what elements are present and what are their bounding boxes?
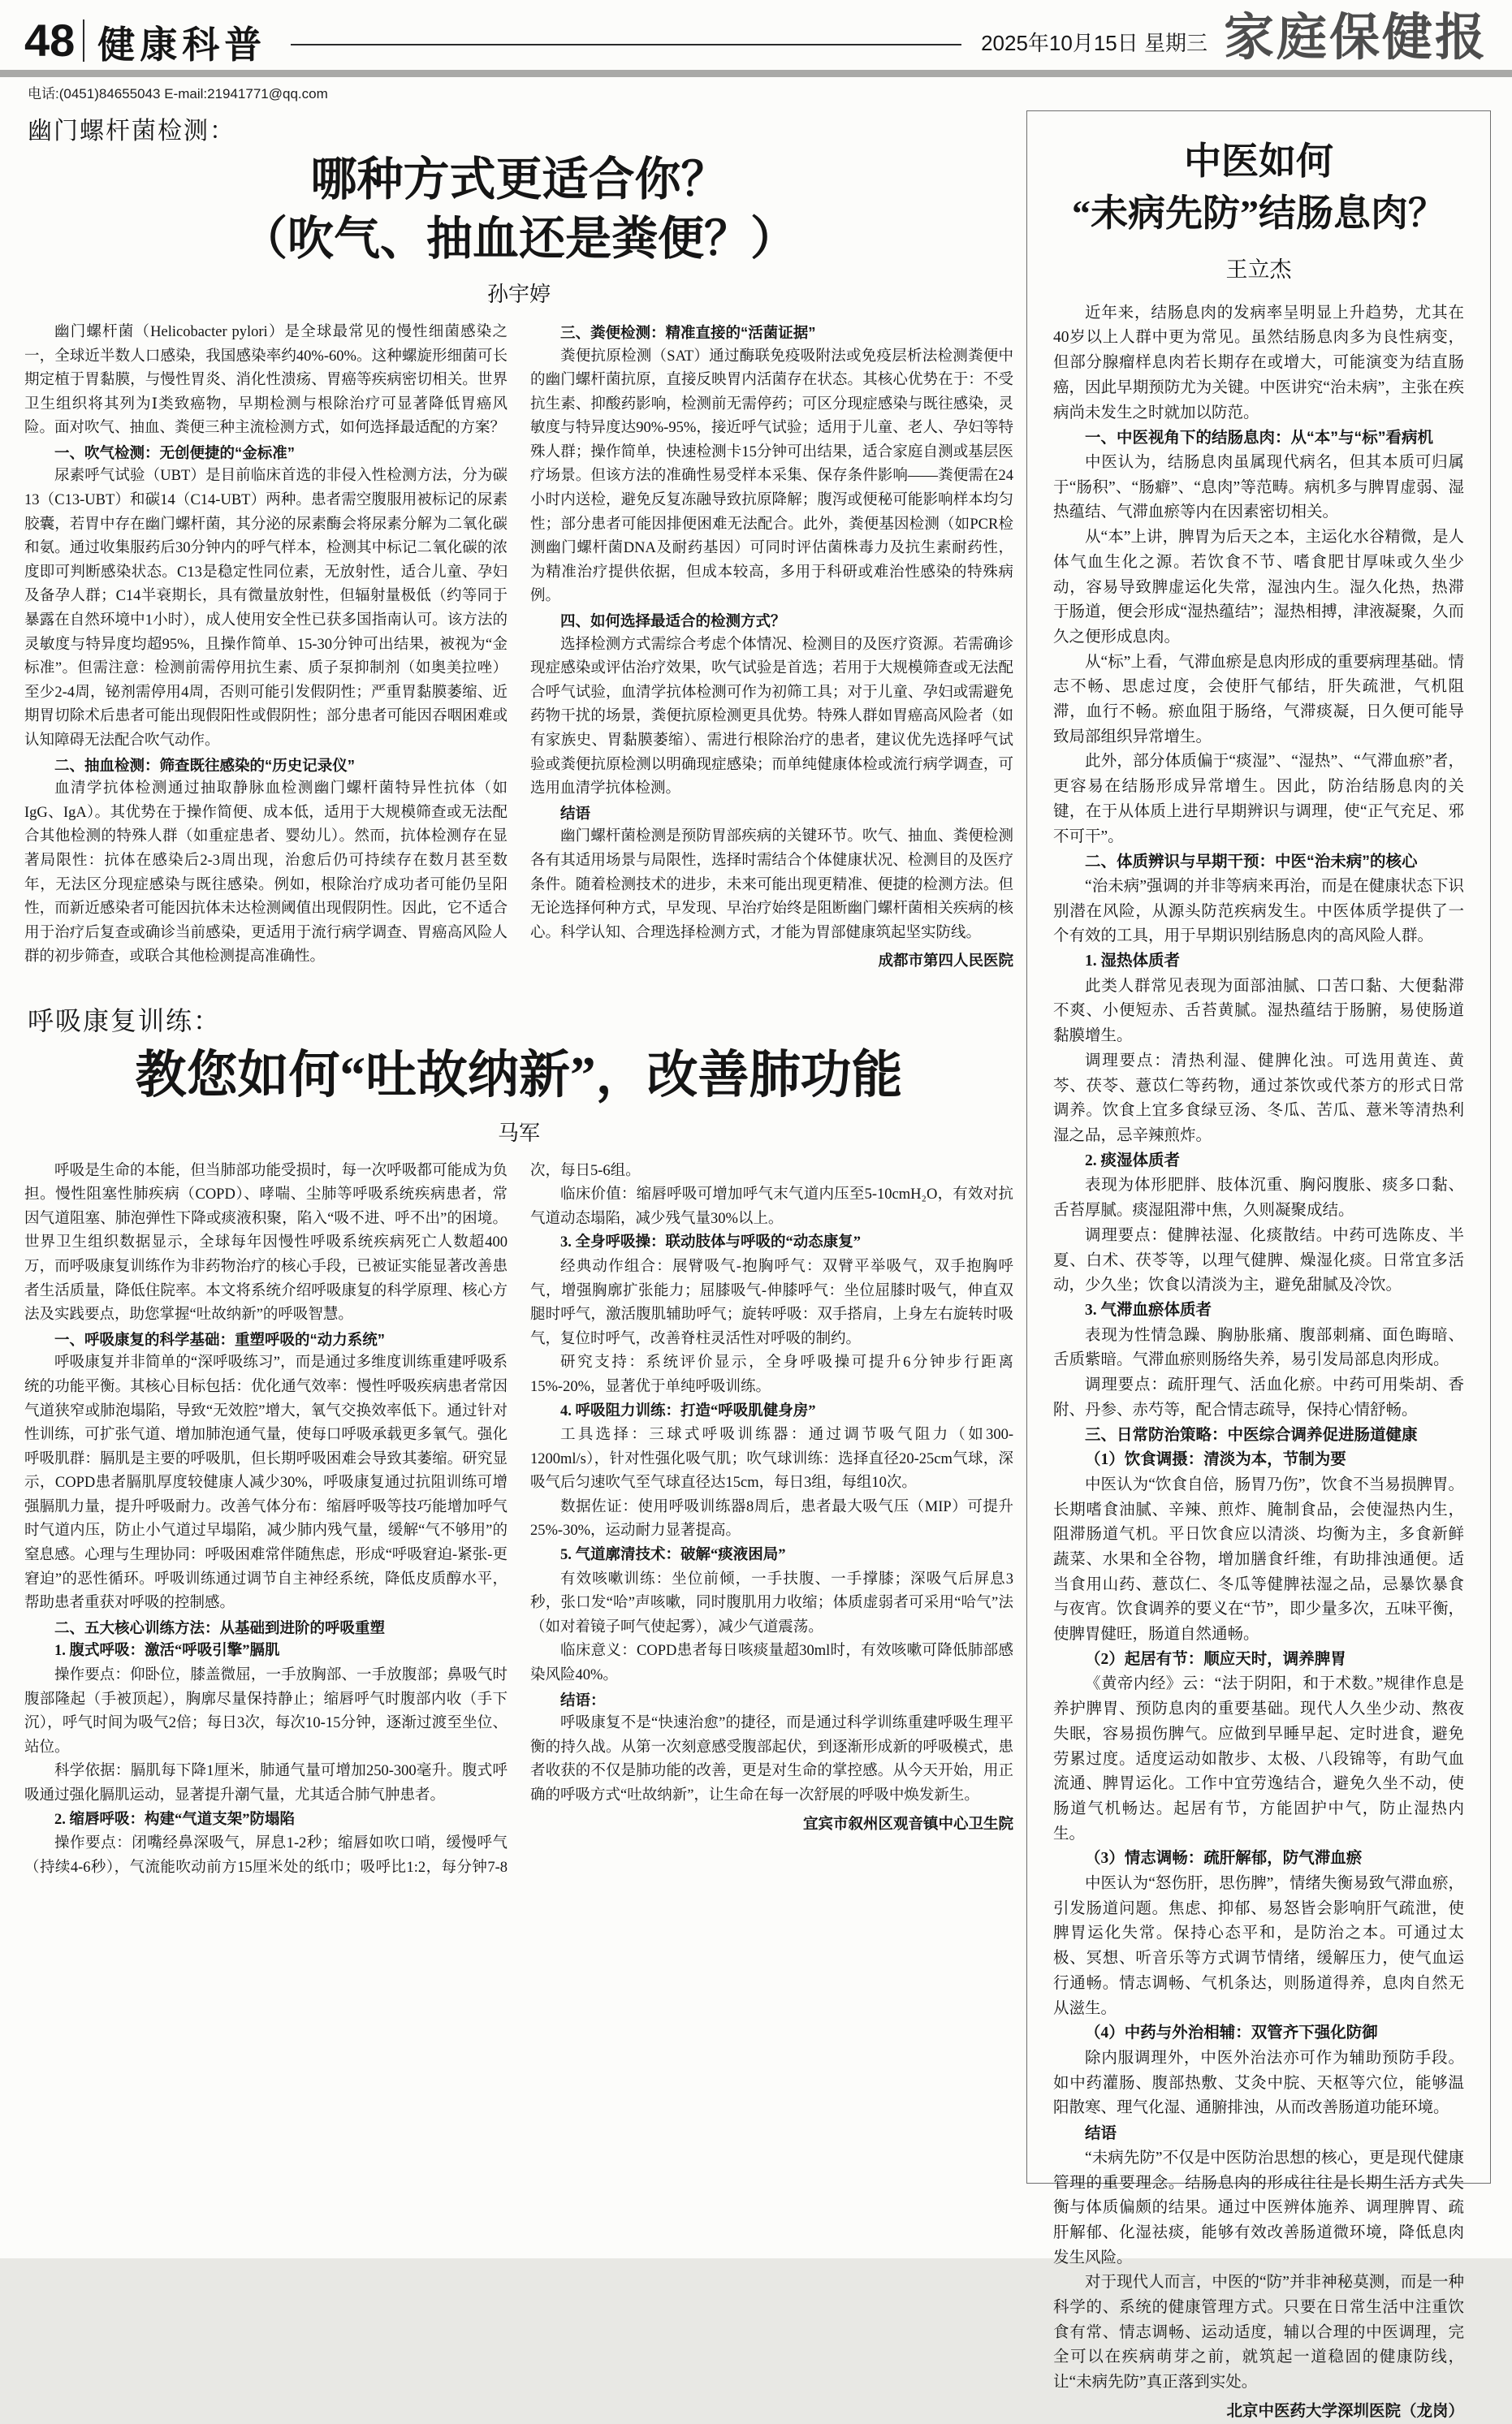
section-heading: 一、呼吸康复的科学基础：重塑呼吸的“动力系统” <box>54 1330 386 1348</box>
body-paragraph: 选择检测方式需综合考虑个体情况、检测目的及医疗资源。若需确诊现症感染或评估治疗效果，吹气试验是首选；若用于大规模筛查或无法配合呼气试验，血清学抗体检测可作为初筛工具；对于儿童、孕妇或需避免药物干扰的场景，粪便抗原检测更具优势。特殊人群如胃癌高风险者（如有家族史、胃黏膜萎缩）、需进行根除治疗的患者，建议优先选择呼气试验或粪便抗原检测以明确现症感染；而单纯健康体检或流行病学调查，可选用血清学抗体检测。 <box>530 636 1013 797</box>
article2-author: 王立杰 <box>1225 257 1292 282</box>
article1-title-line2: （吹气、抽血还是粪便？） <box>241 213 797 265</box>
sub-heading: 2. 痰湿体质者 <box>1085 1152 1181 1169</box>
body-paragraph: 中医认为“饮食自倍，肠胃乃伤”，饮食不当易损脾胃。长期嗜食油腻、辛辣、煎炸、腌制食品，会使湿热内生，阻滞肠道气机。平日饮食应以清淡、均衡为主，多食新鲜蔬菜、水果和全谷物，增加膳食纤维，有助排浊通便。适当食用山药、薏苡仁、冬瓜等健脾祛湿之品，忌暴饮暴食与夜宵。饮食调养的要义在“节”，即少量多次，五味平衡，使脾胃健旺，肠道自然通畅。 <box>1053 1476 1464 1644</box>
body-paragraph: 中医认为“怒伤肝，思伤脾”，情绪失衡易致气滞血瘀，引发肠道问题。焦虑、抑郁、易怒皆会影响肝气疏泄，使脾胃运化失常。保持心态平和，是防治之本。可通过太极、冥想、听音乐等方式调节情绪，缓解压力，使气血运行通畅。情志调畅、气机条达，则肠道得养，息肉自然无从滋生。 <box>1053 1875 1464 2017</box>
body-paragraph: 有效咳嗽训练：坐位前倾，一手扶腹、一手撑膝；深吸气后屏息3秒，张口发“哈”声咳嗽，同时腹肌用力收缩；体质虚弱者可采用“哈气”法（如对着镜子呵气使起雾），减少气道震荡。 <box>530 1571 1013 1635</box>
sub-heading: 4. 呼吸阻力训练：打造“呼吸肌健身房” <box>560 1402 816 1419</box>
newspaper-masthead: 家庭保健报 <box>1223 11 1488 66</box>
article2-title-line2: “未病先防”结肠息肉？ <box>1072 192 1445 235</box>
sub-heading: （3）情志调畅：疏肝解郁，防气滞血瘀 <box>1085 1850 1363 1868</box>
article-tcm-polyps <box>1026 110 1491 2420</box>
article3-author: 马军 <box>497 1121 540 1145</box>
article1-author: 孙宇婷 <box>486 282 551 306</box>
section-heading: 四、如何选择最适合的检测方式？ <box>560 612 786 630</box>
body-paragraph: 表现为体形肥胖、肢体沉重、胸闷腹胀、痰多口黏、舌苔厚腻。痰湿阻滞中焦，久则凝聚成结。 <box>1053 1177 1464 1220</box>
article3-body <box>24 1160 1013 1881</box>
contact-info: 电话:(0451)84655043 E-mail:21941771@qq.com <box>28 86 328 102</box>
sub-heading: （4）中药与外治相辅：双管齐下强化防御 <box>1085 2024 1378 2042</box>
sub-heading: 1. 湿热体质者 <box>1085 953 1181 970</box>
article2-title-line1: 中医如何 <box>1184 140 1333 182</box>
body-paragraph: 调理要点：清热利湿、健脾化浊。可选用黄连、黄芩、茯苓、薏苡仁等药物，通过茶饮或代茶方的形式日常调养。饮食上宜多食绿豆汤、冬瓜、苦瓜、薏米等清热利湿之品，忌辛辣煎炸。 <box>1053 1052 1464 1144</box>
section-heading: 三、粪便检测：精准直接的“活菌证据” <box>560 323 816 341</box>
body-paragraph: 临床价值：缩唇呼吸可增加呼气末气道内压至5-10cmH₂O，有效对抗气道动态塌陷，减少残气量30%以上。 <box>530 1186 1013 1227</box>
article1-title <box>24 151 1013 270</box>
page-content <box>0 104 1512 2420</box>
article1-body <box>24 321 1013 973</box>
body-paragraph: 呼吸是生命的本能，但当肺部功能受损时，每一次呼吸都可能成为负担。慢性阻塞性肺疾病（COPD）、哮喘、尘肺等呼吸系统疾病患者，常因气道阻塞、肺泡弹性下降或痰液积聚，陷入“吸不进、呼不出”的困境。世界卫生组织数据显示，全球每年因慢性呼吸系统疾病死亡人数超400万，而呼吸康复训练作为非药物治疗的核心手段，已被证实能显著改善患者生活质量，降低住院率。本文将系统介绍呼吸康复的科学原理、核心方法及实践要点，助您掌握“吐故纳新”的呼吸智慧。 <box>24 1162 508 1324</box>
body-paragraph: “未病先防”不仅是中医防治思想的核心，更是现代健康管理的重要理念。结肠息肉的形成往往是长期生活方式失衡与体质偏颇的结果。通过中医辨体施养、调理脾胃、疏肝解郁、化湿祛痰，能够有效改善肠道微环境，降低息肉发生风险。 <box>1053 2149 1464 2266</box>
body-paragraph: 尿素呼气试验（UBT）是目前临床首选的非侵入性检测方法，分为碳13（C13-UBT）和碳14（C14-UBT）两种。患者需空腹服用被标记的尿素胶囊，若胃中存在幽门螺杆菌，其分泌的尿素酶会将尿素分解为二氧化碳和氨。通过收集服药后30分钟内的呼气样本，检测其中标记二氧化碳的浓度即可判断感染状态。C13是稳定性同位素，无放射性，适合儿童、孕妇及备孕人群；C14半衰期长，具有微量放射性，但辐射量极低（约等同于暴露在自然环境中1小时），成人使用安全性已获多国指南认可。该方法的灵敏度与特异度均超95%，且操作简单、15-30分钟可出结果，被视为“金标准”。但需注意：检测前需停用抗生素、质子泵抑制剂（如奥美拉唑）至少2-4周，铋剂需停用4周，否则可能引发假阴性；严重胃黏膜萎缩、近期胃切除术后患者可能出现假阳性或假阴性；部分患者可能因吞咽困难或认知障碍无法配合吹气动作。 <box>24 468 508 749</box>
body-paragraph: 近年来，结肠息肉的发病率呈明显上升趋势，尤其在40岁以上人群中更为常见。虽然结肠息肉多为良性病变，但部分腺瘤样息肉若长期存在或增大，可能演变为结直肠癌，因此早期预防尤为关键。中医讲究“治未病”，主张在疾病尚未发生之时就加以防范。 <box>1053 304 1464 421</box>
body-paragraph: 调理要点：健脾祛湿、化痰散结。中药可选陈皮、半夏、白术、茯苓等，以理气健脾、燥湿化痰。日常宜多活动，少久坐；饮食以清淡为主，避免甜腻及冷饮。 <box>1053 1226 1464 1294</box>
body-paragraph: 对于现代人而言，中医的“防”并非神秘莫测，而是一种科学的、系统的健康管理方式。只要在日常生活中注重饮食有常、情志调畅、运动适度，辅以合理的中医调理，完全可以在疾病萌芽之前，就筑起一道稳固的健康防线，让“未病先防”真正落到实处。 <box>1053 2274 1464 2392</box>
section-heading: 二、抽血检测：筛查既往感染的“历史记录仪” <box>54 756 356 774</box>
body-paragraph: 操作要点：仰卧位，膝盖微屈，一手放胸部、一手放腹部；鼻吸气时腹部隆起（手被顶起），胸廓尽量保持静止；缩唇呼气时腹部内收（手下沉），呼气时间为吸气2倍；每日3次，每次10-15分钟，逐渐过渡至坐位、站位。 <box>24 1667 508 1756</box>
body-paragraph: 操作要点：闭嘴经鼻深吸气，屏息1-2秒；缩唇如吹口哨，缓慢呼气（持续4-6秒），气流能吹动前方15厘米处的纸巾；吸呼比1:2，每分钟7-8次，每日5-6组。 <box>24 1162 641 1876</box>
page-number: 48 <box>24 15 76 66</box>
section-heading: 结语 <box>560 804 591 822</box>
body-paragraph: 表现为性情急躁、胸胁胀痛、腹部刺痛、面色晦暗、舌质紫暗。气滞血瘀则肠络失养，易引发局部息肉形成。 <box>1053 1326 1464 1369</box>
article1-title-line1: 哪种方式更适合你？ <box>310 154 728 205</box>
section-heading: 一、中医视角下的结肠息肉：从“本”与“标”看病机 <box>1085 429 1434 447</box>
sub-heading: 3. 全身呼吸操：联动肢体与呼吸的“动态康复” <box>560 1234 862 1251</box>
body-paragraph: 中医认为，结肠息肉虽属现代病名，但其本质可归属于“肠积”、“肠癖”、“息肉”等范畴。病机多与脾胃虚弱、湿热蕴结、气滞血瘀等内在因素密切相关。 <box>1053 454 1464 521</box>
sub-heading: 3. 气滞血瘀体质者 <box>1085 1301 1212 1319</box>
body-paragraph: 呼吸康复不是“快速治愈”的捷径，而是通过科学训练重建呼吸生理平衡的持久战。从第一次刻意感受腹部起伏，到逐渐形成新的呼吸模式，患者收获的不仅是肺功能的改善，更是对生命的掌控感。从今天开始，用正确的呼吸方式“吐故纳新”，让生命在每一次舒展的呼吸中焕发新生。 <box>530 1715 1013 1804</box>
author-signature: 宜宾市叙州区观音镇中心卫生院 <box>802 1814 1013 1832</box>
body-paragraph: 幽门螺杆菌检测是预防胃部疾病的关键环节。吹气、抽血、粪便检测各有其适用场景与局限性，选择时需结合个体健康状况、检测目的及医疗条件。随着检测技术的进步，未来可能出现更精准、便捷的检测方法。但无论选择何种方式，早发现、早治疗始终是阻断幽门螺杆菌相关疾病的核心。科学认知、合理选择检测方式，才能为胃部健康筑起坚实防线。 <box>530 828 1013 941</box>
page-header <box>0 0 1512 104</box>
body-paragraph: 从“本”上讲，脾胃为后天之本，主运化水谷精微，是人体气血生化之源。若饮食不节、嗜食肥甘厚味或久坐少动，容易导致脾虚运化失常，湿浊内生。湿久化热，热滞于肠道，便会形成“湿热蕴结”；湿热相搏，津液凝聚，久而久之便形成息肉。 <box>1053 529 1464 646</box>
author-signature: 北京中医药大学深圳医院（龙岗） <box>1226 2401 1464 2420</box>
body-paragraph: 经典动作组合：展臂吸气-抱胸呼气：双臂平举吸气，双手抱胸呼气，增强胸廓扩张能力；屈膝吸气-伸膝呼气：坐位屈膝时吸气，伸直双腿时呼气，激活腹肌辅助呼气；旋转呼吸：双手搭肩，上身左右旋转时吸气，复位时呼气，改善脊柱灵活性对呼吸的制约。 <box>530 1258 1013 1347</box>
body-paragraph: 除内服调理外，中医外治法亦可作为辅助预防手段。如中药灌肠、腹部热敷、艾灸中脘、天枢等穴位，能够温阳散寒、理气化湿、通腑排浊，从而改善肠道功能环境。 <box>1053 2050 1464 2117</box>
main-column <box>24 110 1013 2184</box>
author-signature: 成都市第四人民医院 <box>878 952 1013 970</box>
body-paragraph: “治未病”强调的并非等病来再治，而是在健康状态下识别潜在风险，从源头防范疾病发生。中医体质学提供了一个有效的工具，用于早期识别结肠息肉的高风险人群。 <box>1053 877 1464 945</box>
body-paragraph: 从“标”上看，气滞血瘀是息肉形成的重要病理基础。情志不畅、思虑过度，会使肝气郁结，肝失疏泄，气机阻滞，血行不畅。瘀血阻于肠络，气滞痰凝，日久便可能导致局部组织异常增生。 <box>1053 653 1464 745</box>
sub-heading: 2. 缩唇呼吸：构建“气道支架”防塌陷 <box>54 1811 296 1828</box>
header-bar <box>0 70 1512 77</box>
article3-title: 教您如何“吐故纳新”，改善肺功能 <box>135 1046 903 1104</box>
body-paragraph: 临床意义：COPD患者每日咳痰量超30ml时，有效咳嗽可降低肺部感染风险40%。 <box>530 1643 1013 1684</box>
body-paragraph: 数据佐证：使用呼吸训练器8周后，患者最大吸气压（MIP）可提升25%-30%，运动耐力显著提高。 <box>530 1498 1013 1540</box>
body-paragraph: 此外，部分体质偏于“痰湿”、“湿热”、“气滞血瘀”者，更容易在结肠形成异常增生。因此，防治结肠息肉的关键，在于从体质上进行早期辨识与调理，使“正气充足、邪不可干”。 <box>1053 753 1464 845</box>
sub-heading: （1）饮食调摄：清淡为本，节制为要 <box>1085 1451 1346 1469</box>
body-paragraph: 血清学抗体检测通过抽取静脉血检测幽门螺杆菌特异性抗体（如IgG、IgA）。其优势在于操作简便、成本低，适用于大规模筛查或无法配合其他检测的特殊人群（如重症患者、婴幼儿）。然而，抗体检测存在显著局限性：抗体在感染后2-3周出现，治愈后仍可持续存在数月甚至数年，无法区分现症感染与既往感染。例如，根除治疗成功者可能仍呈阳性，而新近感染者可能因抗体未达检测阈值出现假阴性。因此，它不适合用于治疗后复查或确诊当前感染，更适用于流行病学调查、胃癌高风险人群的初步筛查，或联合其他检测提高准确性。 <box>24 780 508 966</box>
body-paragraph: 科学依据：膈肌每下降1厘米，肺通气量可增加250-300毫升。腹式呼吸通过强化膈肌运动，显著提升潮气量，尤其适合肺气肿患者。 <box>24 1763 508 1804</box>
article1-kicker: 幽门螺杆菌检测： <box>28 118 235 145</box>
body-paragraph: 研究支持：系统评价显示，全身呼吸操可提升6分钟步行距离15%-20%，显著优于单纯呼吸训练。 <box>530 1355 1013 1395</box>
sub-heading: 1. 腹式呼吸：激活“呼吸引擎”膈肌 <box>54 1643 280 1660</box>
body-paragraph: 此类人群常见表现为面部油腻、口苦口黏、大便黏滞不爽、小便短赤、舌苔黄腻。湿热蕴结于肠腑，易使肠道黏膜增生。 <box>1053 977 1464 1045</box>
section-heading: 结语： <box>560 1691 606 1709</box>
sub-heading: （2）起居有节：顺应天时，调养脾胃 <box>1085 1650 1346 1668</box>
article3-kicker: 呼吸康复训练： <box>28 1005 222 1035</box>
header-top-row <box>0 0 1512 66</box>
section-heading: 结语 <box>1085 2124 1117 2143</box>
section-heading: 一、吹气检测：无创便捷的“金标准” <box>54 443 296 461</box>
body-paragraph: 呼吸康复并非简单的“深呼吸练习”，而是通过多维度训练重建呼吸系统的功能平衡。其核心目标包括：优化通气效率：慢性呼吸疾病患者常因气道狭窄或肺泡塌陷，导致“无效腔”增大，氧气交换效率低下。通过针对性训练，可扩张气道、增加肺泡通气量，使每口呼吸承载更多氧气。强化呼吸肌群：膈肌是主要的呼吸肌，但长期呼吸困难会导致其萎缩。研究显示，COPD患者膈肌厚度较健康人减少30%，呼吸康复通过抗阻训练可增强膈肌力量，提升呼吸耐力。改善气体分布：缩唇呼吸等技巧能增加呼气时气道内压，防止小气道过早塌陷，减少肺内残气量，缓解“气不够用”的窒息感。心理与生理协同：呼吸困难常伴随焦虑，形成“呼吸窘迫-紧张-更窘迫”的恶性循环。呼吸训练通过调节自主神经系统，降低皮质醇水平，帮助患者重获对呼吸的控制感。 <box>24 1355 508 1612</box>
article-hp-testing <box>24 110 1013 973</box>
header-rule <box>291 44 961 45</box>
body-paragraph: 工具选择：三球式呼吸训练器：通过调节吸气阻力（如300-1200ml/s），针对性强化吸气肌；吹气球训练：选择直径20-25cm气球，深吸气后匀速吹气至气球直径达15cm，每日3组，每组10次。 <box>530 1427 1013 1492</box>
section-heading: 二、五大核心训练方法：从基础到进阶的呼吸重塑 <box>54 1618 386 1636</box>
body-paragraph: 幽门螺杆菌（Helicobacter pylori）是全球最常见的慢性细菌感染之一，全球近半数人口感染，我国感染率约40%-60%。这种螺旋形细菌可长期定植于胃黏膜，与慢性胃炎、消化性溃疡、胃癌等疾病密切相关。世界卫生组织将其列为Ⅰ类致癌物，早期检测与根除治疗可显著降低胃癌风险。面对吹气、抽血、粪便三种主流检测方式，如何选择最适配的方案？ <box>24 323 508 437</box>
issue-date: 2025年10月15日 星期三 <box>981 31 1207 55</box>
section-heading: 三、日常防治策略：中医综合调养促进肠道健康 <box>1085 1426 1418 1445</box>
body-paragraph: 调理要点：疏肝理气、活血化瘀。中药可用柴胡、香附、丹参、赤芍等，配合情志疏导，保持心情舒畅。 <box>1053 1376 1464 1419</box>
article-breathing-rehab <box>24 1000 1013 1880</box>
body-paragraph: 粪便抗原检测（SAT）通过酶联免疫吸附法或免疫层析法检测粪便中的幽门螺杆菌抗原，直接反映胃内活菌存在状态。其核心优势在于：不受抗生素、抑酸药影响，检测前无需停药；可区分现症感染与既往感染，灵敏度与特异度达90%-95%，接近呼气试验；适用于儿童、老人、孕妇等特殊人群；操作简单，快速检测卡15分钟可出结果，适合家庭自测或基层医疗场景。但该方法的准确性易受样本采集、保存条件影响——粪便需在24小时内送检，避免反复冻融导致抗原降解；腹泻或便秘可能影响样本均匀性；部分患者可能因排便困难无法配合。此外，粪便基因检测（如PCR检测幽门螺杆菌DNA及耐药基因）可同时评估菌株毒力及抗生素耐药性，为精准治疗提供依据，但成本较高，多用于科研或难治性感染的特殊病例。 <box>530 348 1013 605</box>
article2-body <box>1053 301 1464 2424</box>
header-divider <box>83 19 84 62</box>
body-paragraph: 《黄帝内经》云：“法于阴阳，和于术数。”规律作息是养护脾胃、预防息肉的重要基础。现代人久坐少动、熬夜失眠，容易损伤脾气。应做到早睡早起、定时进食，避免劳累过度。适度运动如散步、太极、八段锦等，有助气血流通、脾胃运化。工作中宜劳逸结合，避免久坐不动，使肠道气机畅达。起居有节，方能固护中气，防止湿热内生。 <box>1053 1675 1464 1843</box>
sub-heading: 5. 气道廓清技术：破解“痰液困局” <box>560 1547 786 1564</box>
section-heading: 二、体质辨识与早期干预：中医“治未病”的核心 <box>1085 853 1418 871</box>
section-title: 健康科普 <box>97 24 267 66</box>
article2-title <box>1053 136 1464 240</box>
